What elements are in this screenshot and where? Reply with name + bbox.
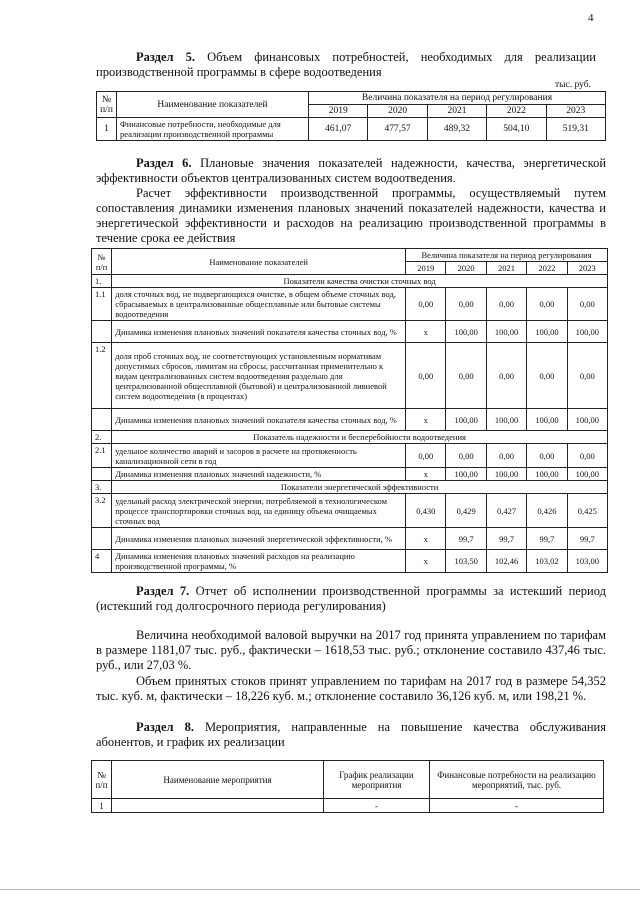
- s6-value: 100,00: [527, 321, 567, 343]
- section-7-label: Раздел 7.: [136, 584, 190, 598]
- page-bottom-edge: [0, 889, 640, 890]
- section-5-label: Раздел 5.: [136, 50, 196, 64]
- s6-sec3-no: 3.: [92, 481, 112, 494]
- s5-header-name: Наименование показателей: [117, 92, 309, 118]
- s6-value: 100,00: [486, 409, 526, 431]
- s6-value: 0,00: [527, 343, 567, 409]
- s6-year: 2023: [567, 262, 607, 275]
- s6-value: 0,00: [527, 288, 567, 321]
- s6-value: 100,00: [446, 468, 486, 481]
- s6-row-name: удельное количество аварий и засоров в расчете на протяженность канализационной сети в год: [112, 444, 406, 468]
- s6-sec2-no: 2.: [92, 431, 112, 444]
- s5-header-no: № п/п: [97, 92, 117, 118]
- s6-section-heading: Показатель надежности и бесперебойности водоотведения: [112, 431, 608, 444]
- s6-row-name: доля проб сточных вод, не соответствующих установленным нормативам допустимых сбросов, лимитам на сбросы, рассчитанная применительно к видам централизованных систем водоотведения раздельно для централизованной общесплавной (бытовой) и централизованной ливневой систем водоотведения (в процентах): [112, 343, 406, 409]
- page-number: 4: [588, 12, 594, 24]
- s6-value: x: [406, 468, 446, 481]
- s6-value: 99,7: [446, 528, 486, 550]
- table-row: [92, 343, 608, 409]
- s5-year: 2021: [427, 105, 486, 118]
- section-5-title: [96, 50, 596, 80]
- s6-row-name: доля сточных вод, не подвергающихся очистке, в общем объеме сточных вод, сбрасываемых в централизованные общесплавные или бытовые системы водоотведения: [112, 288, 406, 321]
- s6-value: 100,00: [446, 321, 486, 343]
- s6-row-name: Динамика изменения плановых значений показателя качества сточных вод, %: [112, 321, 406, 343]
- section-6-title: [96, 156, 606, 186]
- section-5-text: Объем финансовых потребностей, необходимых для реализации производственной программы в сфере водоотведения: [96, 50, 596, 79]
- section-7-paragraph-1: Величина необходимой валовой выручки на 2017 год принята управлением по тарифам в размере 1181,07 тыс. руб., фактически – 1618,53 тыс. руб.; отклонение составило 437,46 тыс. руб., или 27,03 %.: [96, 628, 606, 672]
- section-7-text: Отчет об исполнении производственной программы за истекший период (истекший год долгосрочного периода регулирования): [96, 584, 606, 613]
- s8-row-no: 1: [92, 799, 112, 813]
- table-row: [92, 528, 608, 550]
- section-6-table: [91, 248, 608, 573]
- s6-value: x: [406, 528, 446, 550]
- s5-year: 2022: [487, 105, 546, 118]
- s6-row-no: 3.2: [92, 494, 112, 528]
- s6-value: 0,00: [446, 343, 486, 409]
- s6-value: 0,427: [486, 494, 526, 528]
- s5-value: 461,07: [309, 118, 368, 141]
- s6-value: 100,00: [486, 321, 526, 343]
- section-8-table: [91, 760, 604, 813]
- section-7-paragraph-2: Объем принятых стоков принят управлением по тарифам на 2017 год в размере 54,352 тыс. куб. м, фактически – 18,226 куб. м.; отклонение составило 36,126 куб. м, или 198,21 %.: [96, 674, 606, 703]
- s5-header-group: Величина показателя на период регулирования: [309, 92, 606, 105]
- s6-value: 0,00: [446, 444, 486, 468]
- s6-year: 2020: [446, 262, 486, 275]
- s6-value: 100,00: [446, 409, 486, 431]
- s6-value: x: [406, 550, 446, 573]
- s6-value: 0,426: [527, 494, 567, 528]
- s6-section-heading: Показатели энергетической эффективности: [112, 481, 608, 494]
- s6-year: 2021: [486, 262, 526, 275]
- s6-header-no: № п/п: [92, 249, 112, 275]
- s5-year: 2019: [309, 105, 368, 118]
- table-row: [92, 275, 608, 288]
- s6-value: 100,00: [567, 409, 607, 431]
- section-8-text: Мероприятия, направленные на повышение качества обслуживания абонентов, и график их реализации: [96, 720, 606, 749]
- table-row: [92, 468, 608, 481]
- s6-value: 0,429: [446, 494, 486, 528]
- s6-row-no: 4: [92, 550, 112, 573]
- section-8-title: [96, 720, 606, 750]
- s8-header-schedule: График реализации мероприятия: [324, 761, 430, 799]
- section-5-table: [96, 91, 606, 141]
- table-row: [92, 550, 608, 573]
- s8-header-name: Наименование мероприятия: [112, 761, 324, 799]
- s6-value: 0,00: [406, 288, 446, 321]
- table-row: [92, 444, 608, 468]
- s6-value: 0,00: [406, 444, 446, 468]
- section-6-text: Плановые значения показателей надежности, качества, энергетической эффективности объектов централизованных систем водоотведения.: [96, 156, 607, 185]
- section-6-paragraph: Расчет эффективности производственной программы, осуществляемый путем сопоставления динамики изменения плановых значений показателей надежности, качества и энергетической эффективности и расходов на реализацию производственной программы в течение срока ее действия: [96, 186, 606, 245]
- table-row: [92, 288, 608, 321]
- s6-value: 99,7: [486, 528, 526, 550]
- s6-value: 0,00: [567, 444, 607, 468]
- s5-value: 489,32: [427, 118, 486, 141]
- s6-row-name: удельный расход электрической энергии, потребляемой в технологическом процессе транспортировки сточных вод, на единицу объема очищаемых сточных вод: [112, 494, 406, 528]
- table-row: [97, 118, 606, 141]
- s6-value: 0,00: [486, 288, 526, 321]
- s6-value: 103,00: [567, 550, 607, 573]
- s6-header-name: Наименование показателей: [112, 249, 406, 275]
- section-5-unit: тыс. руб.: [555, 80, 591, 90]
- s8-row-finance: -: [430, 799, 604, 813]
- table-row: [92, 494, 608, 528]
- s6-value: 0,00: [567, 288, 607, 321]
- section-7-title: [96, 584, 606, 614]
- s6-value: 0,00: [486, 444, 526, 468]
- s6-header-group: Величина показателя на период регулирования: [406, 249, 608, 262]
- s5-value: 504,10: [487, 118, 546, 141]
- s6-value: 0,425: [567, 494, 607, 528]
- s5-value: 519,31: [546, 118, 606, 141]
- s6-value: 99,7: [527, 528, 567, 550]
- s6-value: 100,00: [567, 321, 607, 343]
- s6-value: 100,00: [527, 468, 567, 481]
- s6-value: 0,00: [567, 343, 607, 409]
- s5-row-no: 1: [97, 118, 117, 141]
- s6-sec1-no: 1.: [92, 275, 112, 288]
- s6-value: 0,00: [486, 343, 526, 409]
- s6-value: 0,00: [406, 343, 446, 409]
- s8-row-schedule: -: [324, 799, 430, 813]
- s6-value: 0,00: [527, 444, 567, 468]
- s8-header-finance: Финансовые потребности на реализацию мероприятий, тыс. руб.: [430, 761, 604, 799]
- s6-value: 0,00: [446, 288, 486, 321]
- s6-value: 103,50: [446, 550, 486, 573]
- table-row: [92, 321, 608, 343]
- table-row: [92, 481, 608, 494]
- s6-row-name: Динамика изменения плановых значений энергетической эффективности, %: [112, 528, 406, 550]
- s5-row-name: Финансовые потребности, необходимые для реализации производственной программы: [117, 118, 309, 141]
- section-8-label: Раздел 8.: [136, 720, 194, 734]
- s6-value: 103,02: [527, 550, 567, 573]
- s6-row-name: Динамика изменения плановых значений показателя качества сточных вод, %: [112, 409, 406, 431]
- s6-row-name: Динамика изменения плановых значений надежности, %: [112, 468, 406, 481]
- s6-year: 2019: [406, 262, 446, 275]
- s6-value: 100,00: [567, 468, 607, 481]
- section-6-label: Раздел 6.: [136, 156, 192, 170]
- s6-row-no: 1.2: [92, 343, 112, 409]
- s6-value: 102,46: [486, 550, 526, 573]
- s6-value: 0,430: [406, 494, 446, 528]
- s6-row-no: 2.1: [92, 444, 112, 468]
- table-row: [92, 799, 604, 813]
- s8-row-name: [112, 799, 324, 813]
- s5-value: 477,57: [368, 118, 427, 141]
- s6-value: 100,00: [486, 468, 526, 481]
- s6-row-name: Динамика изменения плановых значений расходов на реализацию производственной программы, %: [112, 550, 406, 573]
- table-row: [92, 409, 608, 431]
- s6-year: 2022: [527, 262, 567, 275]
- s6-value: 99,7: [567, 528, 607, 550]
- s5-year: 2020: [368, 105, 427, 118]
- s6-section-heading: Показатели качества очистки сточных вод: [112, 275, 608, 288]
- table-row: [92, 431, 608, 444]
- s8-header-no: № п/п: [92, 761, 112, 799]
- s6-row-no: 1.1: [92, 288, 112, 321]
- s6-value: x: [406, 321, 446, 343]
- s6-value: x: [406, 409, 446, 431]
- s5-year: 2023: [546, 105, 606, 118]
- s6-value: 100,00: [527, 409, 567, 431]
